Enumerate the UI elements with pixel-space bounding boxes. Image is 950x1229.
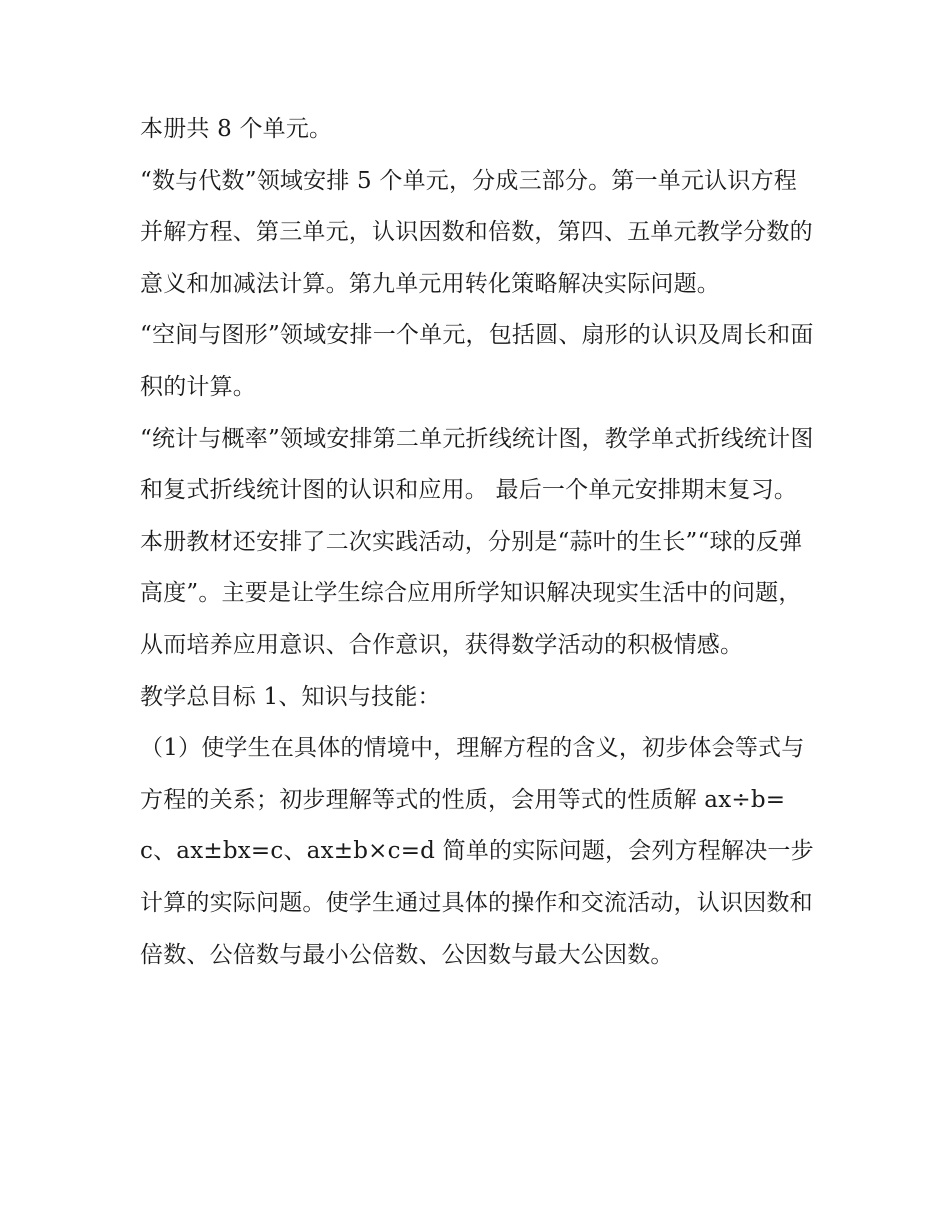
- paragraph-number-algebra: “数与代数”领域安排 5 个单元，分成三部分。第一单元认识方程并解方程、第三单元，认识因数和倍数，第四、五单元教学分数的意义和加减法计算。第九单元用转化策略解决实际问题。: [140, 167, 813, 297]
- paragraph-unit-count: 本册共 8 个单元。: [140, 116, 333, 142]
- paragraph-practice-activities: 本册教材还安排了二次实践活动，分别是“蒜叶的生长”“球的反弹高度”。主要是让学生综合应用所学知识解决现实生活中的问题，从而培养应用意识、合作意识，获得数学活动的积极情感。: [140, 528, 803, 658]
- document-body: [140, 104, 815, 981]
- paragraph-space-geometry: “空间与图形”领域安排一个单元，包括圆、扇形的认识及周长和面积的计算。: [140, 322, 814, 400]
- paragraph-statistics-probability: “统计与概率”领域安排第二单元折线统计图，教学单式折线统计图和复式折线统计图的认识和应用。 最后一个单元安排期末复习。: [140, 425, 814, 504]
- paragraph-goal-item-1: （1）使学生在具体的情境中，理解方程的含义，初步体会等式与方程的关系；初步理解等式的性质，会用等式的性质解 ax÷b=c、ax±bx=c、ax±b×c=d 简单的实际问题，会列方程解决一步计算的实际问题。使学生通过具体的操作和交流活动，认识因数和倍数、公倍数与最小公倍数、公因数与最大公因数。: [140, 735, 814, 968]
- paragraph-teaching-goal-heading: 教学总目标 1、知识与技能：: [140, 683, 441, 710]
